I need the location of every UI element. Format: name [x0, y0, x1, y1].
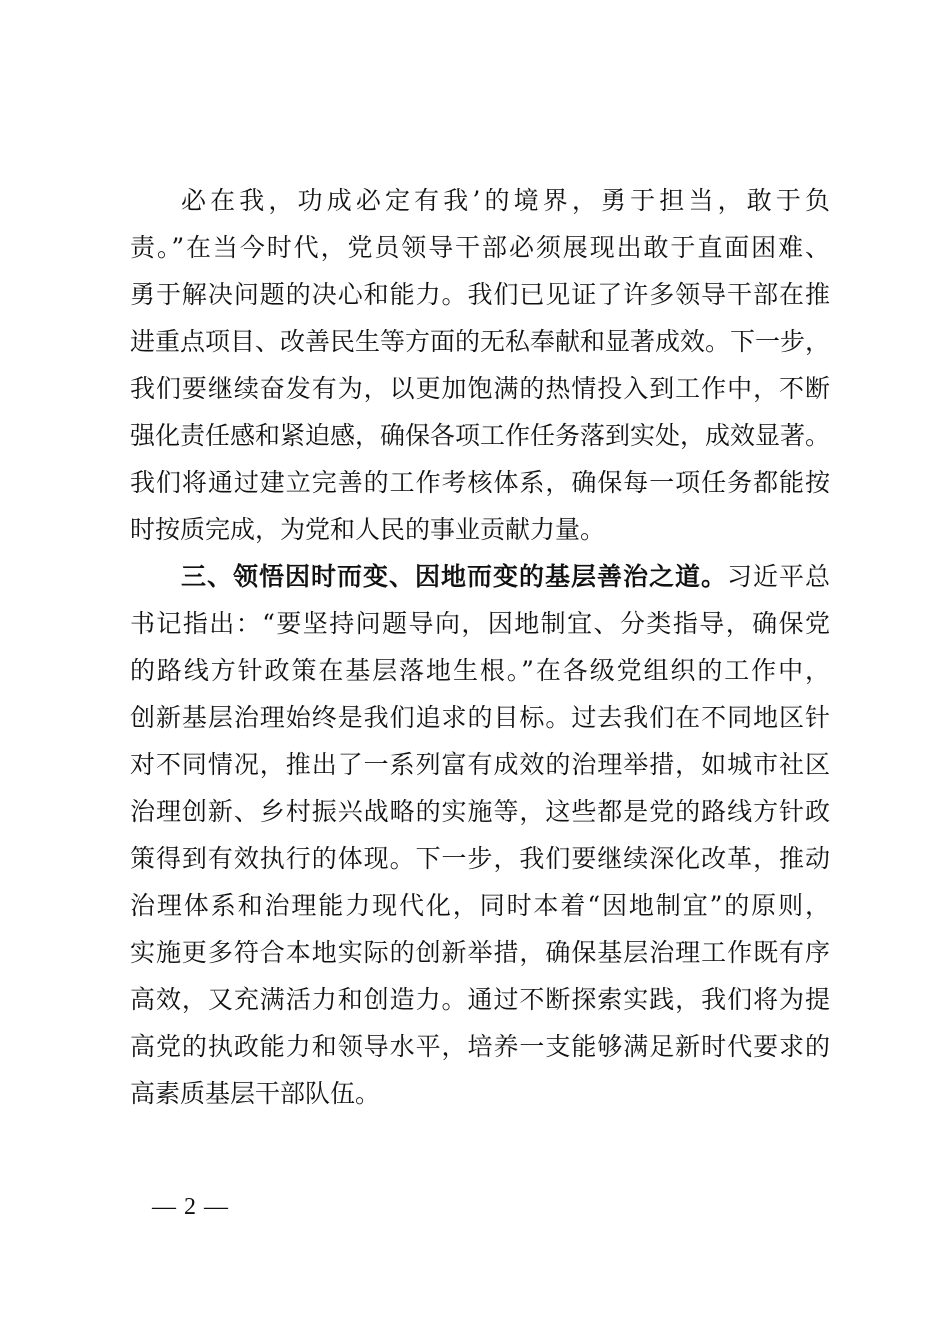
paragraph-line: 高素质基层干部队伍。 — [130, 1079, 381, 1108]
paragraph-line: 责。”在当今时代，党员领导干部必须展现出敢于直面困难、 — [130, 233, 830, 262]
paragraph-line: 书记指出：“要坚持问题导向，因地制宜、分类指导，确保党 — [130, 609, 830, 638]
paragraph-line: 的路线方针政策在基层落地生根。”在各级党组织的工作中， — [130, 656, 830, 685]
paragraph-line: 我们将通过建立完善的工作考核体系，确保每一项任务都能按 — [130, 468, 830, 497]
paragraph-line: 时按质完成，为党和人民的事业贡献力量。 — [130, 515, 606, 544]
paragraph-line: 实施更多符合本地实际的创新举措，确保基层治理工作既有序 — [130, 938, 830, 967]
paragraph-line: 策得到有效执行的体现。下一步，我们要继续深化改革，推动 — [130, 844, 830, 873]
section-heading: 三、领悟因时而变、因地而变的基层善治之道。 — [181, 562, 727, 591]
paragraph-line: 高效，又充满活力和创造力。通过不断探索实践，我们将为提 — [130, 985, 830, 1014]
heading-line-rest: 习近平总 — [726, 562, 830, 591]
paragraph-line: 高党的执政能力和领导水平，培养一支能够满足新时代要求的 — [130, 1032, 830, 1061]
paragraph-line: 必在我，功成必定有我’的境界，勇于担当，敢于负 — [181, 186, 830, 215]
paragraph-line: 强化责任感和紧迫感，确保各项工作任务落到实处，成效显著。 — [130, 421, 831, 450]
paragraph-line: 我们要继续奋发有为，以更加饱满的热情投入到工作中，不断 — [130, 374, 830, 403]
page-number: — 2 — — [152, 1194, 229, 1220]
paragraph-line: 进重点项目、改善民生等方面的无私奉献和显著成效。下一步， — [130, 327, 831, 356]
paragraph-line: 创新基层治理始终是我们追求的目标。过去我们在不同地区针 — [130, 703, 830, 732]
section-heading-line — [181, 562, 830, 592]
paragraph-line: 对不同情况，推出了一系列富有成效的治理举措，如城市社区 — [130, 750, 830, 779]
paragraph-line: 治理体系和治理能力现代化，同时本着“因地制宜”的原则， — [130, 891, 830, 920]
paragraph-line: 勇于解决问题的决心和能力。我们已见证了许多领导干部在推 — [130, 280, 830, 309]
paragraph-line: 治理创新、乡村振兴战略的实施等，这些都是党的路线方针政 — [130, 797, 830, 826]
